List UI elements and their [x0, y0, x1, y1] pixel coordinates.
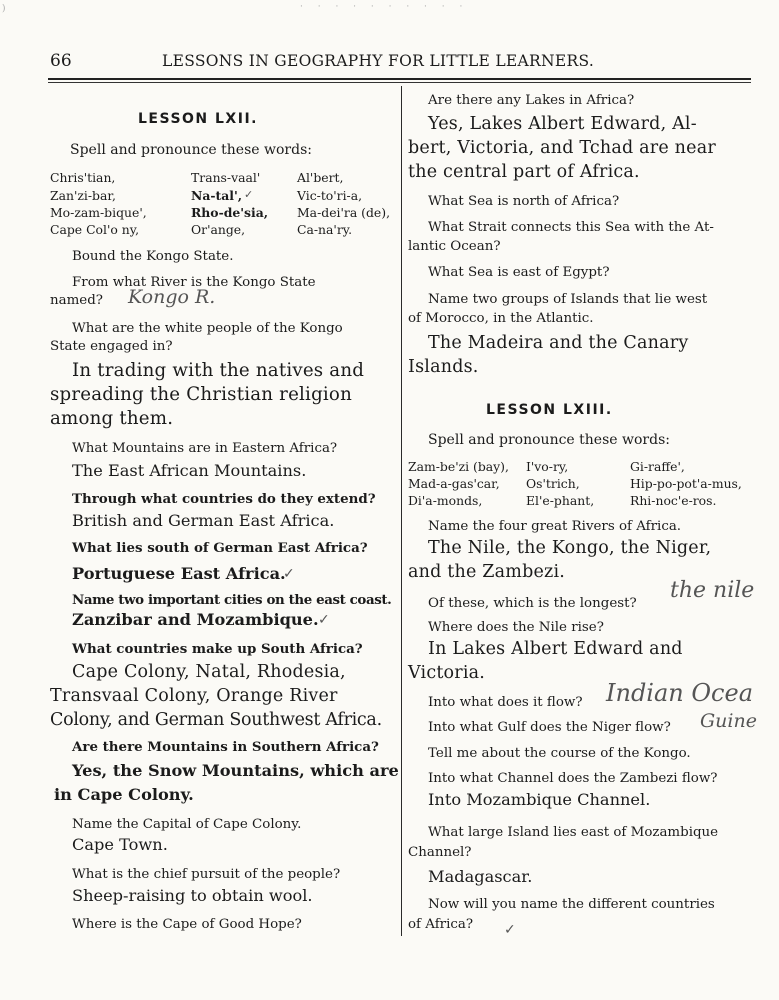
question: Bound the Kongo State. — [72, 249, 234, 264]
answer: Sheep-raising to obtain wool. — [72, 886, 313, 905]
header-rule — [48, 78, 751, 80]
handwritten-answer: Guine — [700, 710, 757, 732]
pencil-check-icon: ✓ — [318, 612, 330, 628]
answer: The East African Mountains. — [72, 461, 307, 480]
word: Zam-be'zi (bay), — [408, 459, 509, 474]
running-title: LESSONS IN GEOGRAPHY FOR LITTLE LEARNERS. — [162, 52, 595, 70]
answer: Portuguese East Africa. — [72, 564, 286, 583]
answer: and the Zambezi. — [408, 562, 566, 582]
answer: In trading with the natives and — [72, 360, 365, 381]
question: Name the four great Rivers of Africa. — [428, 519, 682, 534]
page-speck: · · · · · · · · · · — [300, 2, 469, 12]
question: Now will you name the different countries — [428, 897, 715, 912]
question: Through what countries do they extend? — [72, 491, 376, 507]
question: Tell me about the course of the Kongo. — [428, 746, 691, 761]
answer: British and German East Africa. — [72, 511, 335, 530]
question: Name two important cities on the east coast. — [72, 592, 392, 608]
answer: In Lakes Albert Edward and — [428, 639, 683, 659]
handwritten-answer: Indian Ocea — [606, 679, 753, 707]
question: Into what does it flow? — [428, 695, 583, 710]
word: Mo-zam-bique', — [50, 205, 147, 220]
question: lantic Ocean? — [408, 239, 501, 254]
handwritten-answer: the nile — [670, 578, 755, 603]
spell-instruction: Spell and pronounce these words: — [70, 142, 312, 158]
word: Ma-dei'ra (de), — [297, 205, 391, 220]
word: Vic-to'ri-a, — [297, 188, 363, 203]
handwritten-answer: Kongo R. — [128, 286, 216, 308]
question: Are there Mountains in Southern Africa? — [72, 739, 379, 755]
question: What Sea is east of Egypt? — [428, 265, 610, 280]
answer: Victoria. — [408, 663, 486, 683]
answer: Madagascar. — [428, 867, 533, 886]
answer: The Madeira and the Canary — [428, 333, 689, 353]
word: Hip-po-pot'a-mus, — [630, 476, 742, 491]
word: Chris'tian, — [50, 170, 116, 185]
question: Name the Capital of Cape Colony. — [72, 817, 302, 832]
question: Where does the Nile rise? — [428, 620, 604, 635]
answer: Transvaal Colony, Orange River — [50, 686, 338, 706]
answer: Colony, and German Southwest Africa. — [50, 710, 382, 730]
answer: Into Mozambique Channel. — [428, 790, 651, 809]
pencil-check-icon: ✓ — [283, 566, 295, 582]
answer: bert, Victoria, and Tchad are near — [408, 138, 716, 158]
answer: the central part of Africa. — [408, 162, 640, 182]
question: Of these, which is the longest? — [428, 596, 637, 611]
question: named? — [50, 293, 103, 308]
page-number: 66 — [50, 51, 72, 71]
question: What Mountains are in Eastern Africa? — [72, 441, 338, 456]
question: State engaged in? — [50, 339, 173, 354]
word: Na-tal', — [191, 188, 243, 203]
answer: Zanzibar and Mozambique. — [72, 610, 319, 629]
word: Trans-vaal' — [191, 170, 261, 185]
answer: spreading the Christian religion — [50, 384, 352, 405]
word: Os'trich, — [526, 476, 580, 491]
question: Where is the Cape of Good Hope? — [72, 917, 302, 932]
lesson-title: LESSON LXIII. — [486, 402, 613, 418]
word: Ca-na'ry. — [297, 222, 353, 237]
word: Cape Col'o ny, — [50, 222, 140, 237]
question: What Strait connects this Sea with the At- — [428, 220, 714, 235]
word: El'e-phant, — [526, 493, 595, 508]
question: What Sea is north of Africa? — [428, 194, 620, 209]
page-header — [44, 46, 749, 76]
word: Rhi-noc'e-ros. — [630, 493, 717, 508]
word: Rho-de'sia, — [191, 205, 269, 220]
word: Mad-a-gas'car, — [408, 476, 500, 491]
header-rule-thin — [48, 82, 751, 83]
question: of Africa? — [408, 917, 474, 932]
question: Into what Channel does the Zambezi flow? — [428, 771, 718, 786]
pencil-check-icon: ✓ — [244, 188, 254, 201]
answer: among them. — [50, 408, 174, 429]
answer: Yes, the Snow Mountains, which are — [72, 761, 399, 780]
answer: Cape Town. — [72, 835, 168, 854]
question: What countries make up South Africa? — [72, 641, 363, 657]
answer: Yes, Lakes Albert Edward, Al- — [428, 114, 697, 134]
word: Zan'zi-bar, — [50, 188, 116, 203]
question: Name two groups of Islands that lie west — [428, 292, 708, 307]
word: Al'bert, — [297, 170, 344, 185]
word: I'vo-ry, — [526, 459, 569, 474]
answer: in Cape Colony. — [54, 785, 194, 804]
answer: The Nile, the Kongo, the Niger, — [428, 538, 712, 558]
word: Gi-raffe', — [630, 459, 685, 474]
question: of Morocco, in the Atlantic. — [408, 311, 594, 326]
question: Are there any Lakes in Africa? — [428, 93, 635, 108]
question: What are the white people of the Kongo — [72, 321, 343, 336]
lesson-title: LESSON LXII. — [138, 111, 258, 127]
question: What lies south of German East Africa? — [72, 540, 368, 556]
question: Into what Gulf does the Niger flow? — [428, 720, 671, 735]
word: Di'a-monds, — [408, 493, 483, 508]
word: Or'ange, — [191, 222, 246, 237]
answer: Cape Colony, Natal, Rhodesia, — [72, 662, 346, 682]
spell-instruction: Spell and pronounce these words: — [428, 432, 670, 448]
column-divider — [401, 86, 402, 936]
question: From what River is the Kongo State — [72, 275, 316, 290]
question: What is the chief pursuit of the people? — [72, 867, 341, 882]
pencil-check-icon: ✓ — [504, 922, 516, 938]
answer: Islands. — [408, 357, 479, 377]
question: What large Island lies east of Mozambique — [428, 825, 719, 840]
question: Channel? — [408, 845, 472, 860]
page-speck: ) — [2, 4, 6, 14]
